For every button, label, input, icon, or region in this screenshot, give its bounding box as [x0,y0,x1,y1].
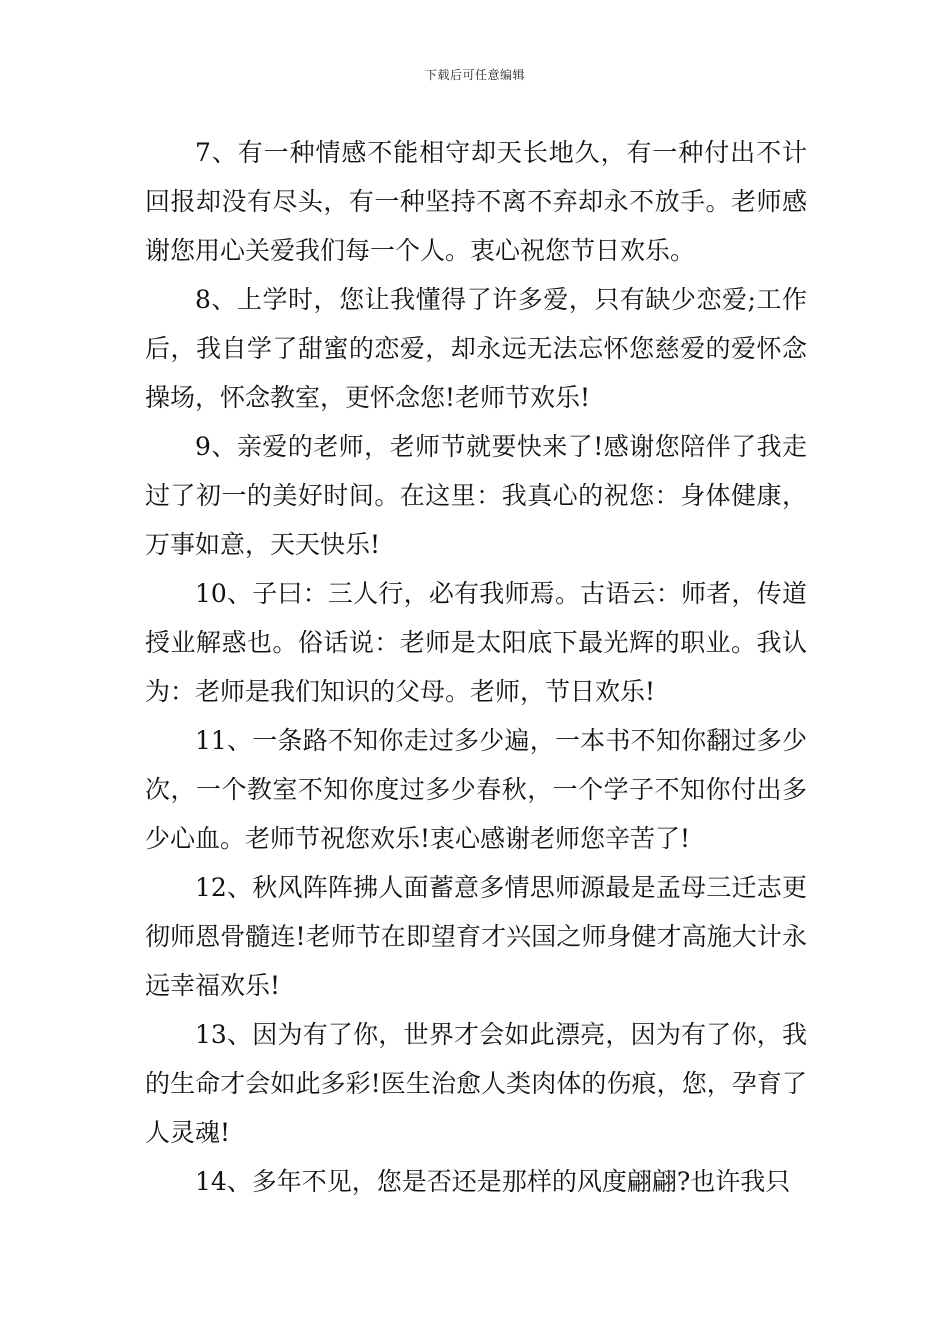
paragraph-11: 11、一条路不知你走过多少遍，一本书不知你翻过多少次，一个教室不知你度过多少春秋，一个学子不知你付出多少心血。老师节祝您欢乐!衷心感谢老师您辛苦了! [145,726,807,853]
paragraph-8: 8、上学时，您让我懂得了许多爱，只有缺少恋爱;工作后，我自学了甜蜜的恋爱，却永远无法忘怀您慈爱的爱怀念操场，怀念教室，更怀念您!老师节欢乐! [145,285,807,412]
paragraph-13: 13、因为有了你，世界才会如此漂亮，因为有了你，我的生命才会如此多彩!医生治愈人类肉体的伤痕，您，孕育了人灵魂! [145,1020,807,1147]
page-header: 下载后可任意编辑 [424,68,525,82]
paragraph-12: 12、秋风阵阵拂人面蓄意多情思师源最是孟母三迁志更彻师恩骨髓连!老师节在即望育才兴国之师身健才高施大计永远幸福欢乐! [145,873,807,1000]
paragraph-7: 7、有一种情感不能相守却天长地久，有一种付出不计回报却没有尽头，有一种坚持不离不弃却永不放手。老师感谢您用心关爱我们每一个人。衷心祝您节日欢乐。 [145,138,807,265]
paragraph-10: 10、子曰：三人行，必有我师焉。古语云：师者，传道授业解惑也。俗话说：老师是太阳底下最光辉的职业。我认为：老师是我们知识的父母。老师，节日欢乐! [145,579,807,706]
paragraph-9: 9、亲爱的老师，老师节就要快来了!感谢您陪伴了我走过了初一的美好时间。在这里：我真心的祝您：身体健康，万事如意，天天快乐! [145,432,807,559]
document-body [145,128,807,1206]
paragraph-14: 14、多年不见，您是否还是那样的风度翩翩?也许我只 [195,1167,791,1196]
